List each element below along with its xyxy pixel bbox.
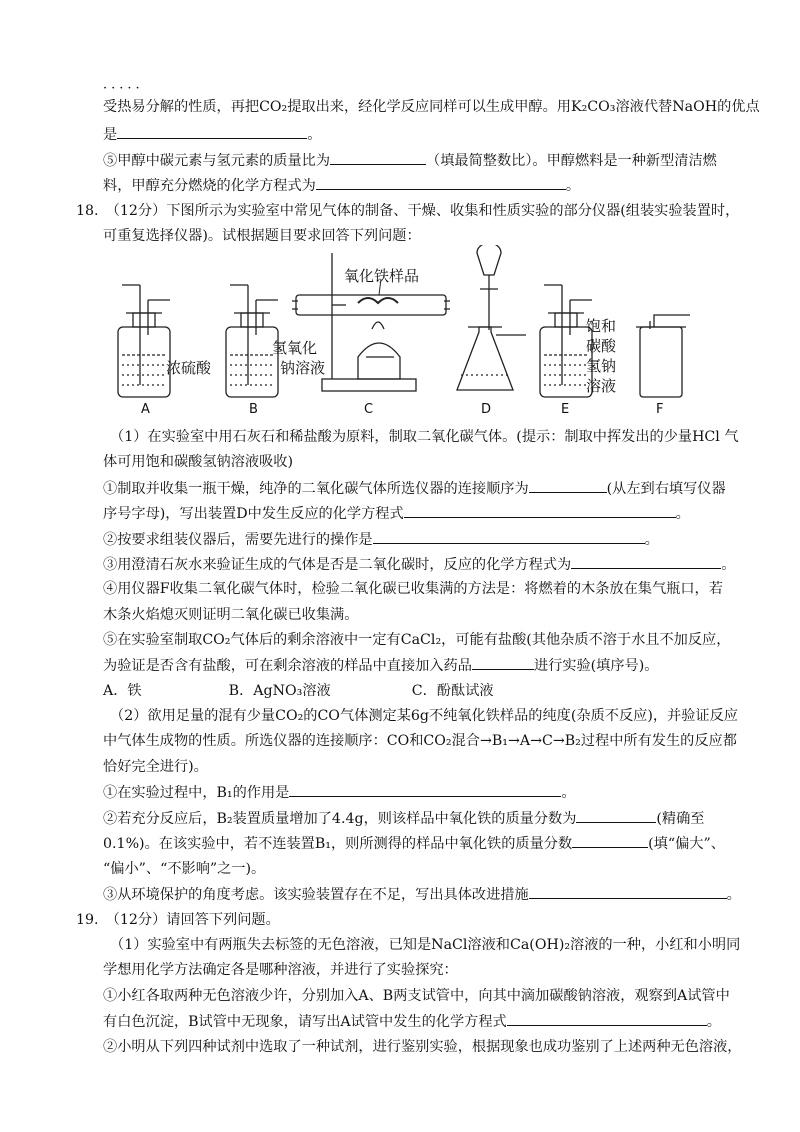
answer-blank[interactable] [316, 175, 566, 190]
reagent-label-e1: 饱和 [586, 317, 617, 335]
text-line: 受热易分解的性质，再把CO₂提取出来，经化学反应同样可以生成甲醇。用K₂CO₃溶液代替NaOH的优点 [103, 99, 760, 115]
answer-blank[interactable] [576, 808, 656, 823]
answer-blank[interactable] [330, 150, 426, 165]
question-19-header: 19. （12分）请回答下列问题。 [76, 912, 280, 928]
text-line: ③从环境保护的角度考虑。该实验装置存在不足，写出具体改进措施 。 [103, 884, 741, 905]
apparatus-figure [96, 245, 696, 425]
answer-blank[interactable] [529, 478, 607, 493]
answer-blank[interactable] [507, 1011, 707, 1026]
text-line: ②若充分反应后，B₂装置质量增加了4.4g，则该样品中氧化铁的质量分数为 (精确至 [103, 808, 705, 829]
apparatus-label-e: E [561, 402, 570, 417]
answer-blank[interactable] [117, 124, 307, 139]
apparatus-label-a: A [141, 402, 150, 417]
text-line: 料，甲醇充分燃烧的化学方程式为 。 [103, 175, 580, 196]
text-line: 中气体生成物的性质。所选仪器的连接顺序：CO和CO₂混合→B₁→A→C→B₂过程中所有发生的反应都 [103, 733, 737, 749]
text-line: ④用仪器F收集二氧化碳气体时，检验二氧化碳已收集满的方法是：将燃着的木条放在集气瓶口，若 [103, 581, 723, 597]
text-line: 可重复选择仪器)。试根据题目要求回答下列问题： [103, 228, 421, 244]
option-a: A．铁 [103, 683, 142, 699]
text-line: 序号字母)，写出装置D中发生反应的化学方程式 。 [103, 503, 690, 524]
apparatus-label-f: F [656, 402, 664, 417]
answer-blank[interactable] [529, 884, 727, 899]
reagent-label-b2: 钠溶液 [280, 359, 326, 377]
reagent-label-e3: 氢钠 [586, 357, 617, 375]
reagent-label-e2: 碳酸 [586, 337, 617, 355]
answer-blank[interactable] [571, 554, 721, 569]
question-18-header: 18. （12分）下图所示为实验室中常见气体的制备、干燥、收集和性质实验的部分仪器(组装实验装置时， [76, 203, 740, 219]
wash-bottle-a-icon [118, 285, 170, 397]
text-line: ①在实验过程中，B₁的作用是 。 [103, 782, 576, 803]
text-line: （2）欲用足量的混有少量CO₂的CO气体测定某6g不纯氧化铁样品的纯度(杂质不反应)，并验证反应 [110, 708, 738, 724]
answer-blank[interactable] [572, 833, 648, 848]
text-line: ③用澄清石灰水来验证生成的气体是否是二氧化碳时，反应的化学方程式为 。 [103, 554, 735, 575]
wash-bottle-b-icon [226, 285, 278, 397]
apparatus-label-b: B [249, 402, 258, 417]
text-line: 0.1%)。在该实验中，若不连装置B₁，则所测得的样品中氧化铁的质量分数 (填“偏大”、 [103, 833, 725, 854]
options-line [103, 681, 494, 701]
text-line: ①制取并收集一瓶干燥，纯净的二氧化碳气体所选仪器的连接顺序为 (从左到右填写仪器 [103, 478, 726, 499]
text-line: 为验证是否含有盐酸，可在剩余溶液的样品中直接加入药品 进行实验(填序号)。 [103, 655, 658, 676]
option-b: B．AgNO₃溶液 [228, 683, 331, 699]
option-c: C．酚酞试液 [411, 683, 494, 699]
text-line: “偏小”、“不影响”之一)。 [103, 861, 266, 877]
wash-bottle-e-icon [540, 285, 592, 397]
text-line: 学想用化学方法确定各是哪种溶液，并进行了实验探究： [103, 962, 458, 978]
answer-blank[interactable] [404, 503, 676, 518]
reagent-label-b1: 氢氧化 [272, 339, 318, 357]
text-line: ②按要求组装仪器后，需要先进行的操作是 。 [103, 529, 659, 550]
text-line: （1）在实验室中用石灰石和稀盐酸为原料，制取二氧化碳气体。(提示：制取中挥发出的少量HCl 气 [110, 429, 739, 445]
text-line: 体可用饱和碳酸氢钠溶液吸收) [103, 454, 293, 470]
reagent-label-e4: 溶液 [586, 377, 617, 395]
gas-jar-f-icon [636, 315, 690, 397]
emphasis-dots: ····· [103, 81, 144, 96]
sample-label-c: 氧化铁样品 [344, 267, 420, 285]
reagent-label-a: 浓硫酸 [166, 359, 212, 377]
text-line: 是 。 [103, 124, 321, 145]
apparatus-label-c: C [364, 402, 374, 417]
text-line: ⑤在实验室制取CO₂气体后的剩余溶液中一定有CaCl₂，可能有盐酸(其他杂质不溶于水且不加反应， [103, 632, 731, 648]
answer-blank[interactable] [472, 655, 534, 670]
text-line: 恰好完全进行)。 [103, 759, 208, 775]
text-line: ①小红各取两种无色溶液少许，分别加入A、B两支试管中，向其中滴加碳酸钠溶液，观察到A试管中 [103, 988, 730, 1004]
text-line: 木条火焰熄灭则证明二氧化碳已收集满。 [103, 607, 359, 623]
flask-d-icon [457, 245, 526, 390]
answer-blank[interactable] [289, 782, 561, 797]
text-line: 有白色沉淀，B试管中无现象，请写出A试管中发生的化学方程式 。 [103, 1011, 721, 1032]
answer-blank[interactable] [373, 529, 645, 544]
apparatus-label-d: D [481, 402, 492, 417]
text-line: ②小明从下列四种试剂中选取了一种试剂，进行鉴别实验，根据现象也成功鉴别了上述两种无色溶液， [103, 1039, 742, 1055]
text-line: ⑤甲醇中碳元素与氢元素的质量比为 （填最简整数比）。甲醇燃料是一种新型清洁燃 [103, 150, 717, 171]
text-line: （1）实验室中有两瓶失去标签的无色溶液，已知是NaCl溶液和Ca(OH)₂溶液的一种，小红和小明同 [110, 937, 741, 953]
